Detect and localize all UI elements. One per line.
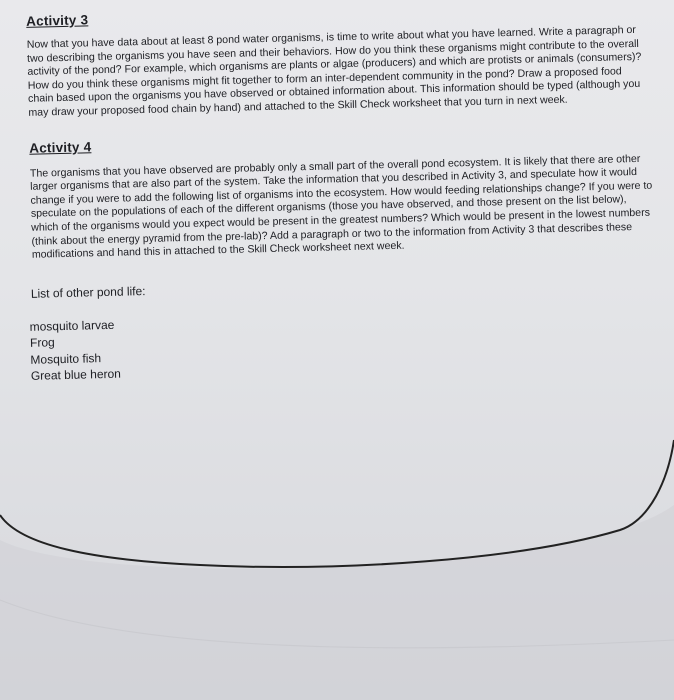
document-content	[20, 0, 669, 385]
activity-4-paragraph: The organisms that you have observed are probably only a small part of the overall pond ecosystem. It is likely that there are other larger organisms that are also part of the system. Take the information that you described in Activity 3, and speculate how it would change if you were to add the following list of organisms into the ecosystem. How would feeding relationships change? If you were to speculate on the populations of each of the different organisms (those you have observed, and those present on the list below), which of the organisms would you expect would be present in the greatest numbers? Which would be present in the lowest numbers (think about the energy pyramid from the pre-lab)? Add a paragraph or two to the information from Activity 3 that describes these modifications and hand this in attached to the Skill Check worksheet next week.	[29, 152, 653, 261]
pond-life-item: Frog	[29, 335, 55, 351]
pond-life-item: mosquito larvae	[29, 317, 115, 334]
page-edge-lower	[0, 600, 674, 648]
pond-life-list-title: List of other pond life:	[30, 283, 146, 301]
pond-life-list	[29, 303, 668, 385]
activity-3-heading: Activity 3	[25, 12, 89, 29]
activity-3-paragraph: Now that you have data about at least 8 pond water organisms, is time to write about what you have learned. Write a paragraph or two describing the organisms you have seen and their behaviors. How do you think these organisms might contribute to the overall activity of the pond? For example, which organisms are plants or algae (producers) and which are protists or animals (consumers)? How do you think these organisms might fit together to form an inter-dependent community in the pond? Draw a proposed food chain based upon the organisms you have observed or obtained information about. This information should be typed (although you may draw your proposed food chain by hand) and attached to the Skill Check worksheet that you turn in next week.	[26, 23, 642, 119]
pond-life-item: Mosquito fish	[30, 350, 102, 367]
pond-life-item: Great blue heron	[30, 366, 122, 384]
page-edge-line	[0, 440, 674, 567]
activity-4-heading: Activity 4	[29, 138, 92, 156]
page-shadow-region	[0, 505, 674, 700]
